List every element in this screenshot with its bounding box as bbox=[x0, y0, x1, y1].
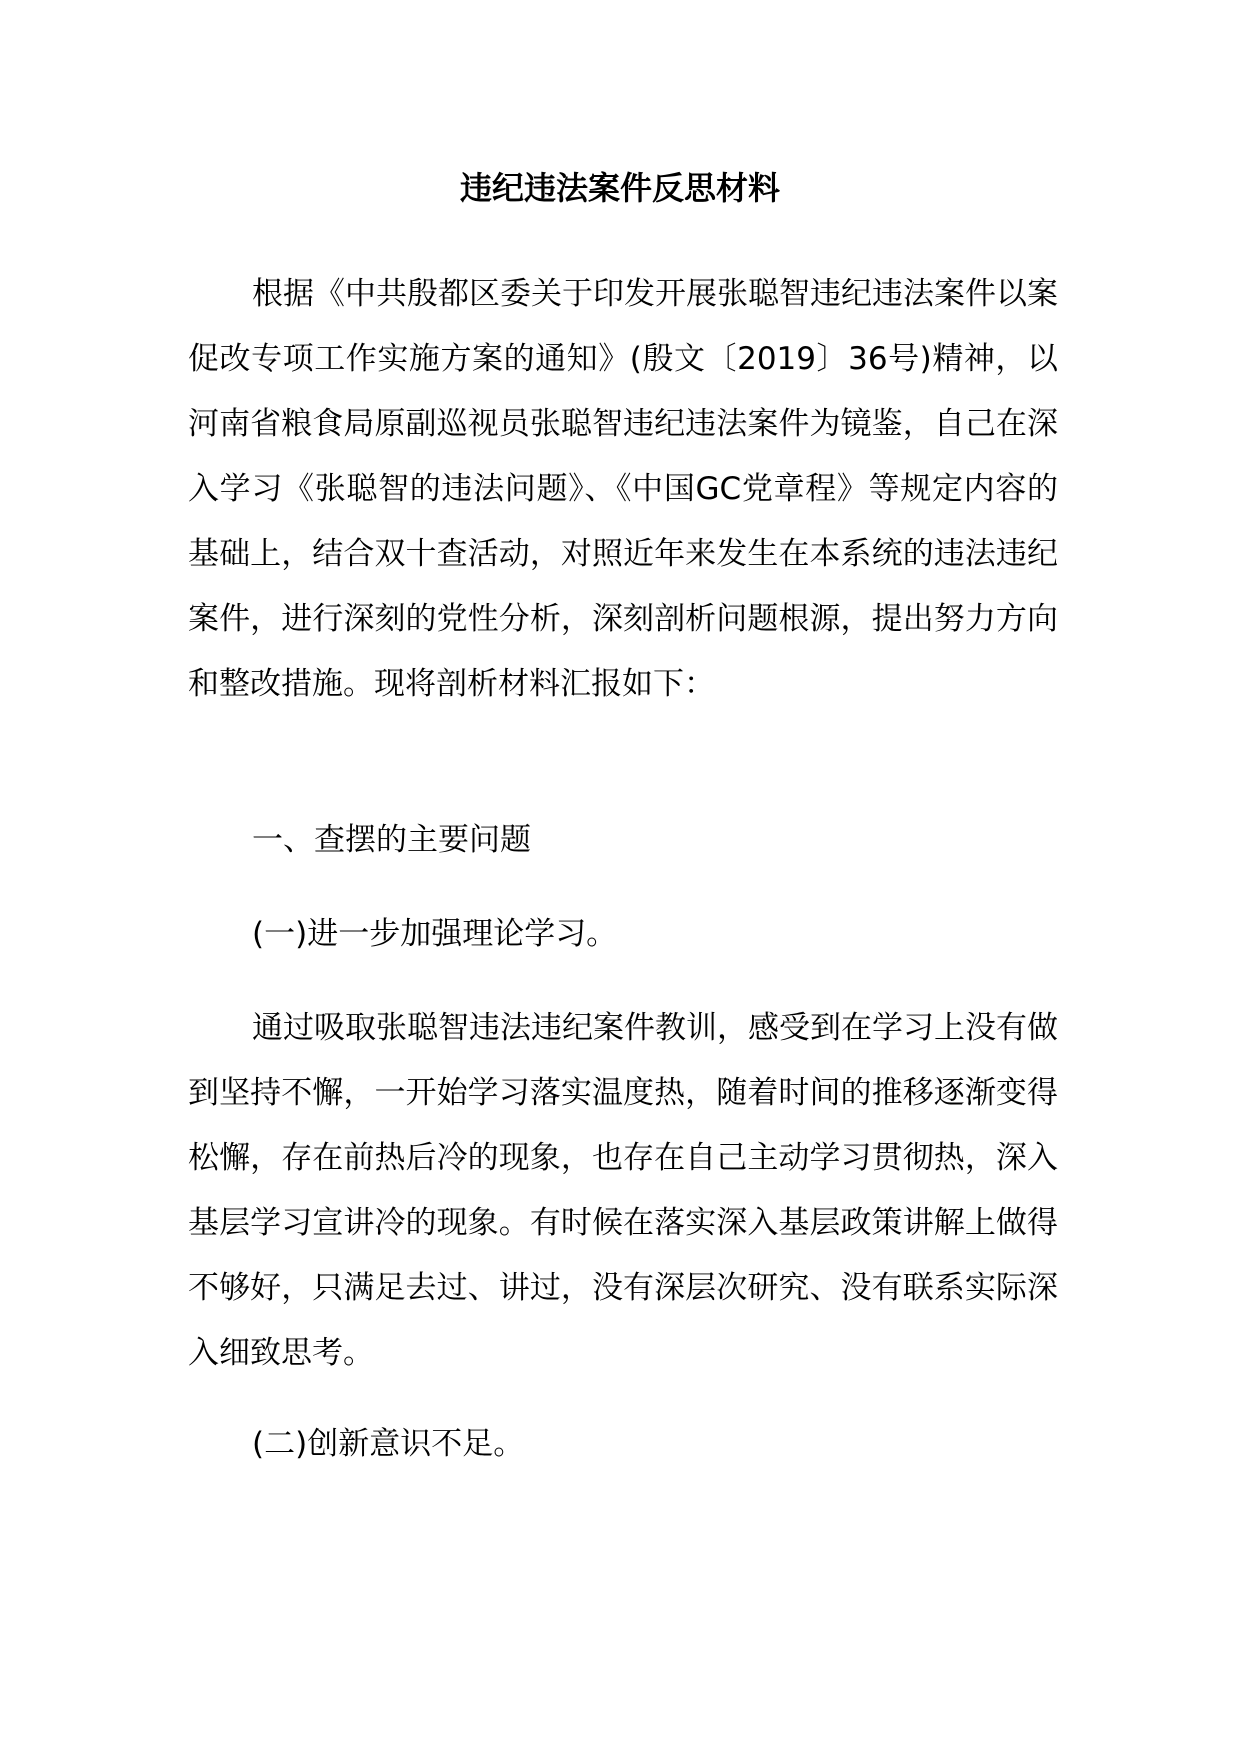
document-title: 违纪违法案件反思材料 bbox=[459, 169, 780, 207]
paragraph-theory-study: 通过吸取张聪智违法违纪案件教训，感受到在学习上没有做到坚持不懈，一开始学习落实温度热，随着时间的推移逐渐变得松懈，存在前热后冷的现象，也存在自己主动学习贯彻热，深入基层学习宣讲冷的现象。有时候在落实深入基层政策讲解上做得不够好，只满足去过、讲过，没有深层次研究、没有联系实际深入细致思考。 bbox=[188, 1010, 1058, 1371]
subheading-theory-study: (一)进一步加强理论学习。 bbox=[252, 916, 618, 952]
subheading-innovation: (二)创新意识不足。 bbox=[252, 1426, 525, 1462]
section-heading: 一、查摆的主要问题 bbox=[252, 822, 531, 858]
intro-paragraph: 根据《中共殷都区委关于印发开展张聪智违纪违法案件以案促改专项工作实施方案的通知》(殷文〔2019〕36号)精神，以河南省粮食局原副巡视员张聪智违纪违法案件为镜鉴，自己在深入学习《张聪智的违法问题》、《中国GC党章程》等规定内容的基础上，结合双十查活动，对照近年来发生在本系统的违法违纪案件，进行深刻的党性分析，深刻剖析问题根源，提出努力方向和整改措施。现将剖析材料汇报如下： bbox=[188, 276, 1058, 702]
